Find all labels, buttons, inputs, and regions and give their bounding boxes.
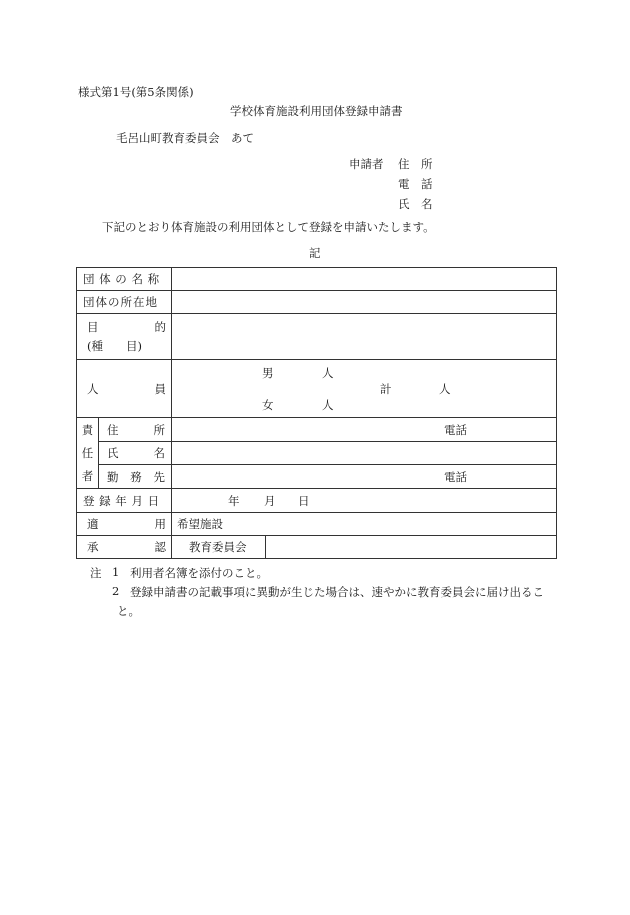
reg-date-label: 登 録 年 月 日 xyxy=(83,493,160,508)
application-table xyxy=(76,267,557,559)
ki-heading: 記 xyxy=(309,246,321,260)
resp-name-value[interactable] xyxy=(172,442,557,465)
approval-value[interactable] xyxy=(266,536,557,559)
notes-prefix: 注 xyxy=(90,566,102,580)
applicant-name-label: 氏 名 xyxy=(398,197,433,211)
responsible-char2: 任 xyxy=(81,446,94,460)
resp-address-char2: 所 xyxy=(153,422,165,437)
note2-text-line2: と。 xyxy=(117,604,140,618)
resp-work-phone-label: 電話 xyxy=(444,470,467,484)
apply-value[interactable] xyxy=(172,513,557,536)
note2-text-line1: 登録申請書の記載事項に異動が生じた場合は、速やかに教育委員会に届け出るこ xyxy=(130,585,544,599)
responsible-char3: 者 xyxy=(81,469,94,483)
resp-name-label-cell xyxy=(99,442,172,465)
apply-char1: 適 xyxy=(87,517,99,531)
approval-char1: 承 xyxy=(87,540,99,554)
responsible-label-cell xyxy=(77,418,99,489)
male-label: 男 xyxy=(262,366,274,380)
purpose-value[interactable] xyxy=(172,314,557,360)
document-title: 学校体育施設利用団体登録申請書 xyxy=(230,104,403,118)
month-label: 月 xyxy=(264,494,276,508)
approval-board-cell xyxy=(172,536,266,559)
resp-name-char2: 名 xyxy=(153,446,165,460)
resp-work-char2: 務 xyxy=(130,469,142,484)
approval-label-cell xyxy=(77,536,172,559)
group-name-value[interactable] xyxy=(172,268,557,291)
purpose-label-cell xyxy=(77,314,172,360)
resp-address-value[interactable] xyxy=(172,418,557,442)
responsible-char1: 責 xyxy=(81,423,94,437)
intro-text: 下記のとおり体育施設の利用団体として登録を申請いたします。 xyxy=(102,220,435,234)
note1-number: 1 xyxy=(112,565,120,579)
members-label-char2: 員 xyxy=(154,381,166,396)
resp-address-label-cell xyxy=(99,418,172,442)
resp-work-value[interactable] xyxy=(172,465,557,489)
resp-name-char1: 氏 xyxy=(107,446,119,460)
resp-address-char1: 住 xyxy=(107,422,119,437)
resp-work-label-cell xyxy=(99,465,172,489)
resp-work-char1: 勤 xyxy=(107,469,119,484)
total-unit: 人 xyxy=(439,382,451,396)
female-unit: 人 xyxy=(322,398,334,412)
group-name-label: 団 体 の 名 称 xyxy=(83,272,160,286)
year-label: 年 xyxy=(228,494,240,508)
purpose-sublabel: (種 目) xyxy=(87,339,142,353)
reg-date-value[interactable] xyxy=(172,489,557,513)
applicant-address-label: 住 所 xyxy=(398,157,433,171)
group-address-label: 団体の所在地 xyxy=(83,295,158,309)
group-address-value[interactable] xyxy=(172,291,557,314)
addressee: 毛呂山町教育委員会 あて xyxy=(116,131,254,145)
apply-label-cell xyxy=(77,513,172,536)
members-label-char1: 人 xyxy=(87,381,99,396)
reg-date-label-cell xyxy=(77,489,172,513)
approval-char2: 認 xyxy=(154,540,166,554)
group-address-label-cell xyxy=(77,291,172,314)
applicant-prefix: 申請者 xyxy=(349,157,384,171)
members-label-cell xyxy=(77,360,172,418)
resp-address-phone-label: 電話 xyxy=(444,423,467,437)
form-number: 様式第1号(第5条関係) xyxy=(78,85,194,99)
total-label: 計 xyxy=(380,382,392,396)
female-label: 女 xyxy=(262,398,274,412)
note2-number: 2 xyxy=(112,584,120,598)
members-value[interactable] xyxy=(172,360,557,418)
note1-text: 利用者名簿を添付のこと。 xyxy=(130,566,268,580)
purpose-label-char1: 目 xyxy=(87,320,99,334)
male-unit: 人 xyxy=(322,366,334,380)
apply-char2: 用 xyxy=(154,517,166,531)
day-label: 日 xyxy=(298,494,310,508)
desired-facility-label: 希望施設 xyxy=(177,517,223,531)
group-name-label-cell xyxy=(77,268,172,291)
board-label: 教育委員会 xyxy=(189,540,247,554)
applicant-phone-label: 電 話 xyxy=(398,177,433,191)
resp-work-char3: 先 xyxy=(153,469,165,484)
purpose-label-char2: 的 xyxy=(154,320,166,334)
